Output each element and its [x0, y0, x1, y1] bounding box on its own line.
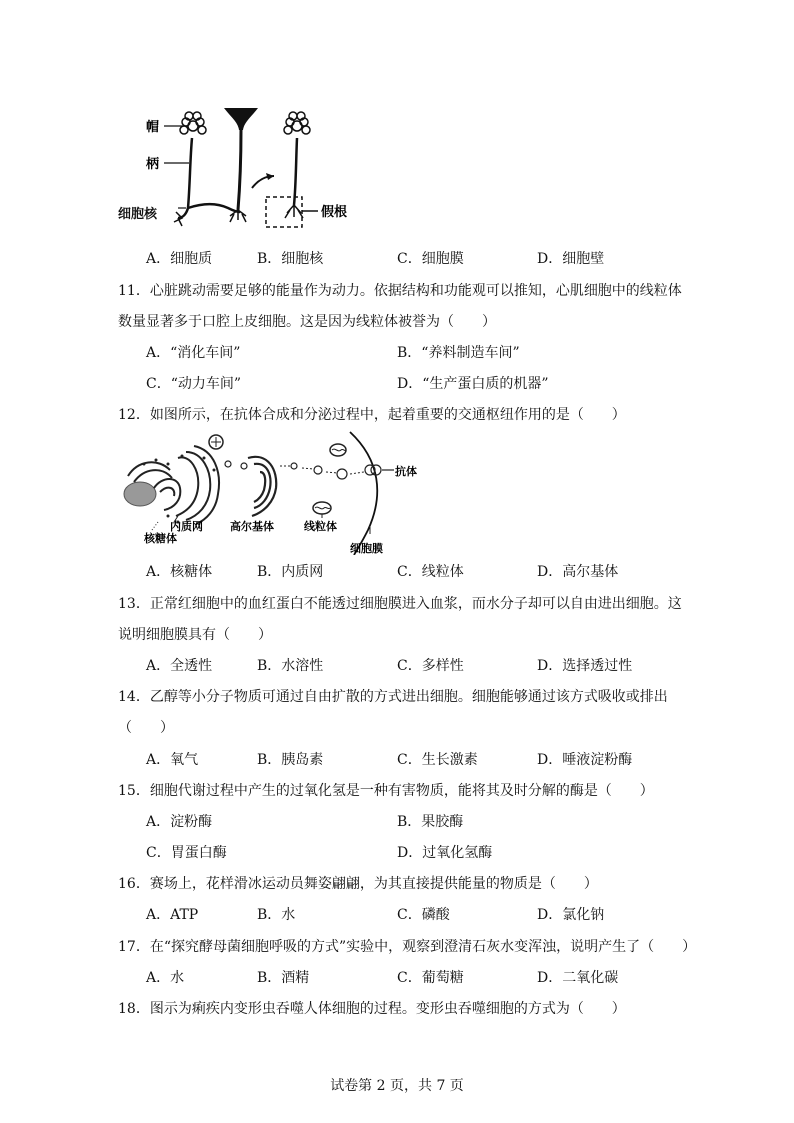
q15-option-b[interactable]: B．果胶酶	[397, 814, 464, 830]
q14-option-b[interactable]: B．胰岛素	[257, 752, 324, 768]
q12-option-d[interactable]: D．高尔基体	[537, 564, 619, 580]
q17-option-b[interactable]: B．酒精	[257, 970, 310, 986]
label-cap: 帽	[146, 120, 160, 135]
label-er: 内质网	[170, 520, 203, 533]
q14-option-a[interactable]: A．氧气	[146, 752, 199, 768]
plant-left	[178, 138, 240, 218]
q15-option-a[interactable]: A．淀粉酶	[146, 814, 213, 830]
fig10-nucleus-label: 细胞核	[118, 207, 158, 222]
label-ribosome: 核糖体	[144, 532, 177, 545]
label-membrane: 细胞膜	[350, 542, 383, 555]
q14-line1: 14．乙醇等小分子物质可通过自由扩散的方式进出细胞。细胞能够通过该方式吸收或排出	[118, 689, 668, 705]
q13-option-b[interactable]: B．水溶性	[257, 658, 324, 674]
q10-option-c[interactable]: C．细胞膜	[397, 251, 464, 267]
q13-line1: 13．正常红细胞中的血红蛋白不能透过细胞膜进入血浆，而水分子却可以自由进出细胞。这	[118, 596, 682, 612]
q10-option-b[interactable]: B．细胞核	[257, 251, 324, 267]
acetabularia-figure	[140, 100, 380, 235]
q10-option-a[interactable]: A．细胞质	[146, 251, 213, 267]
q11-option-a[interactable]: A．“消化车间”	[146, 345, 241, 361]
q17-option-c[interactable]: C．葡萄糖	[397, 970, 464, 986]
plant-left-cap	[180, 112, 206, 134]
q18-text: 18．图示为痢疾内变形虫吞噬人体细胞的过程。变形虫吞噬细胞的方式为（ ）	[118, 1001, 626, 1017]
q13-line2: 说明细胞膜具有（ ）	[118, 627, 272, 643]
plant-right	[294, 138, 297, 205]
q17-text: 17．在“探究酵母菌细胞呼吸的方式”实验中，观察到澄清石灰水变浑浊，说明产生了（ ）	[118, 939, 697, 955]
plant-right-cap	[284, 112, 310, 134]
q12-text: 12．如图所示，在抗体合成和分泌过程中，起着重要的交通枢纽作用的是（ ）	[118, 407, 626, 423]
plant-middle	[224, 108, 258, 222]
q15-option-c[interactable]: C．胃蛋白酶	[146, 845, 227, 861]
label-mito: 线粒体	[304, 520, 337, 533]
q13-option-d[interactable]: D．选择透过性	[537, 658, 633, 674]
q15-option-d[interactable]: D．过氧化氢酶	[397, 845, 493, 861]
secretory-vesicles	[291, 463, 375, 479]
q17-option-a[interactable]: A．水	[146, 970, 185, 986]
q16-text: 16．赛场上，花样滑冰运动员舞姿翩翩，为其直接提供能量的物质是（ ）	[118, 876, 598, 892]
page-footer: 试卷第 2 页，共 7 页	[330, 1078, 464, 1094]
q15-text: 15．细胞代谢过程中产生的过氧化氢是一种有害物质，能将其及时分解的酶是（ ）	[118, 783, 654, 799]
label-golgi: 高尔基体	[230, 520, 274, 533]
label-stalk: 柄	[146, 157, 160, 172]
q16-option-d[interactable]: D．氯化钠	[537, 907, 605, 923]
q12-option-c[interactable]: C．线粒体	[397, 564, 464, 580]
q10-option-d[interactable]: D．细胞壁	[537, 251, 605, 267]
q14-line2: （ ）	[118, 720, 174, 736]
q16-option-c[interactable]: C．磷酸	[397, 907, 450, 923]
q14-option-c[interactable]: C．生长激素	[397, 752, 478, 768]
label-rhizoid: 假根	[321, 205, 348, 220]
nucleus	[124, 482, 156, 506]
q13-option-a[interactable]: A．全透性	[146, 658, 213, 674]
golgi-apparatus	[248, 457, 276, 516]
q11-line2: 数量显著多于口腔上皮细胞。这是因为线粒体被誉为（ ）	[118, 314, 496, 330]
q11-option-c[interactable]: C．“动力车间”	[146, 376, 242, 392]
label-antibody: 抗体	[395, 465, 417, 478]
q11-option-b[interactable]: B．“养料制造车间”	[397, 345, 520, 361]
q16-option-b[interactable]: B．水	[257, 907, 296, 923]
q11-option-d[interactable]: D．“生产蛋白质的机器”	[397, 376, 549, 392]
q12-option-a[interactable]: A．核糖体	[146, 564, 213, 580]
cell-membrane	[350, 432, 377, 555]
q12-option-b[interactable]: B．内质网	[257, 564, 324, 580]
q13-option-c[interactable]: C．多样性	[397, 658, 464, 674]
q17-option-d[interactable]: D．二氧化碳	[537, 970, 619, 986]
q16-option-a[interactable]: A．ATP	[146, 907, 199, 923]
q11-line1: 11．心脏跳动需要足够的能量作为动力。依据结构和功能观可以推知，心肌细胞中的线粒体	[118, 283, 682, 299]
q14-option-d[interactable]: D．唾液淀粉酶	[537, 752, 633, 768]
antibody-secretion-figure	[118, 430, 438, 555]
